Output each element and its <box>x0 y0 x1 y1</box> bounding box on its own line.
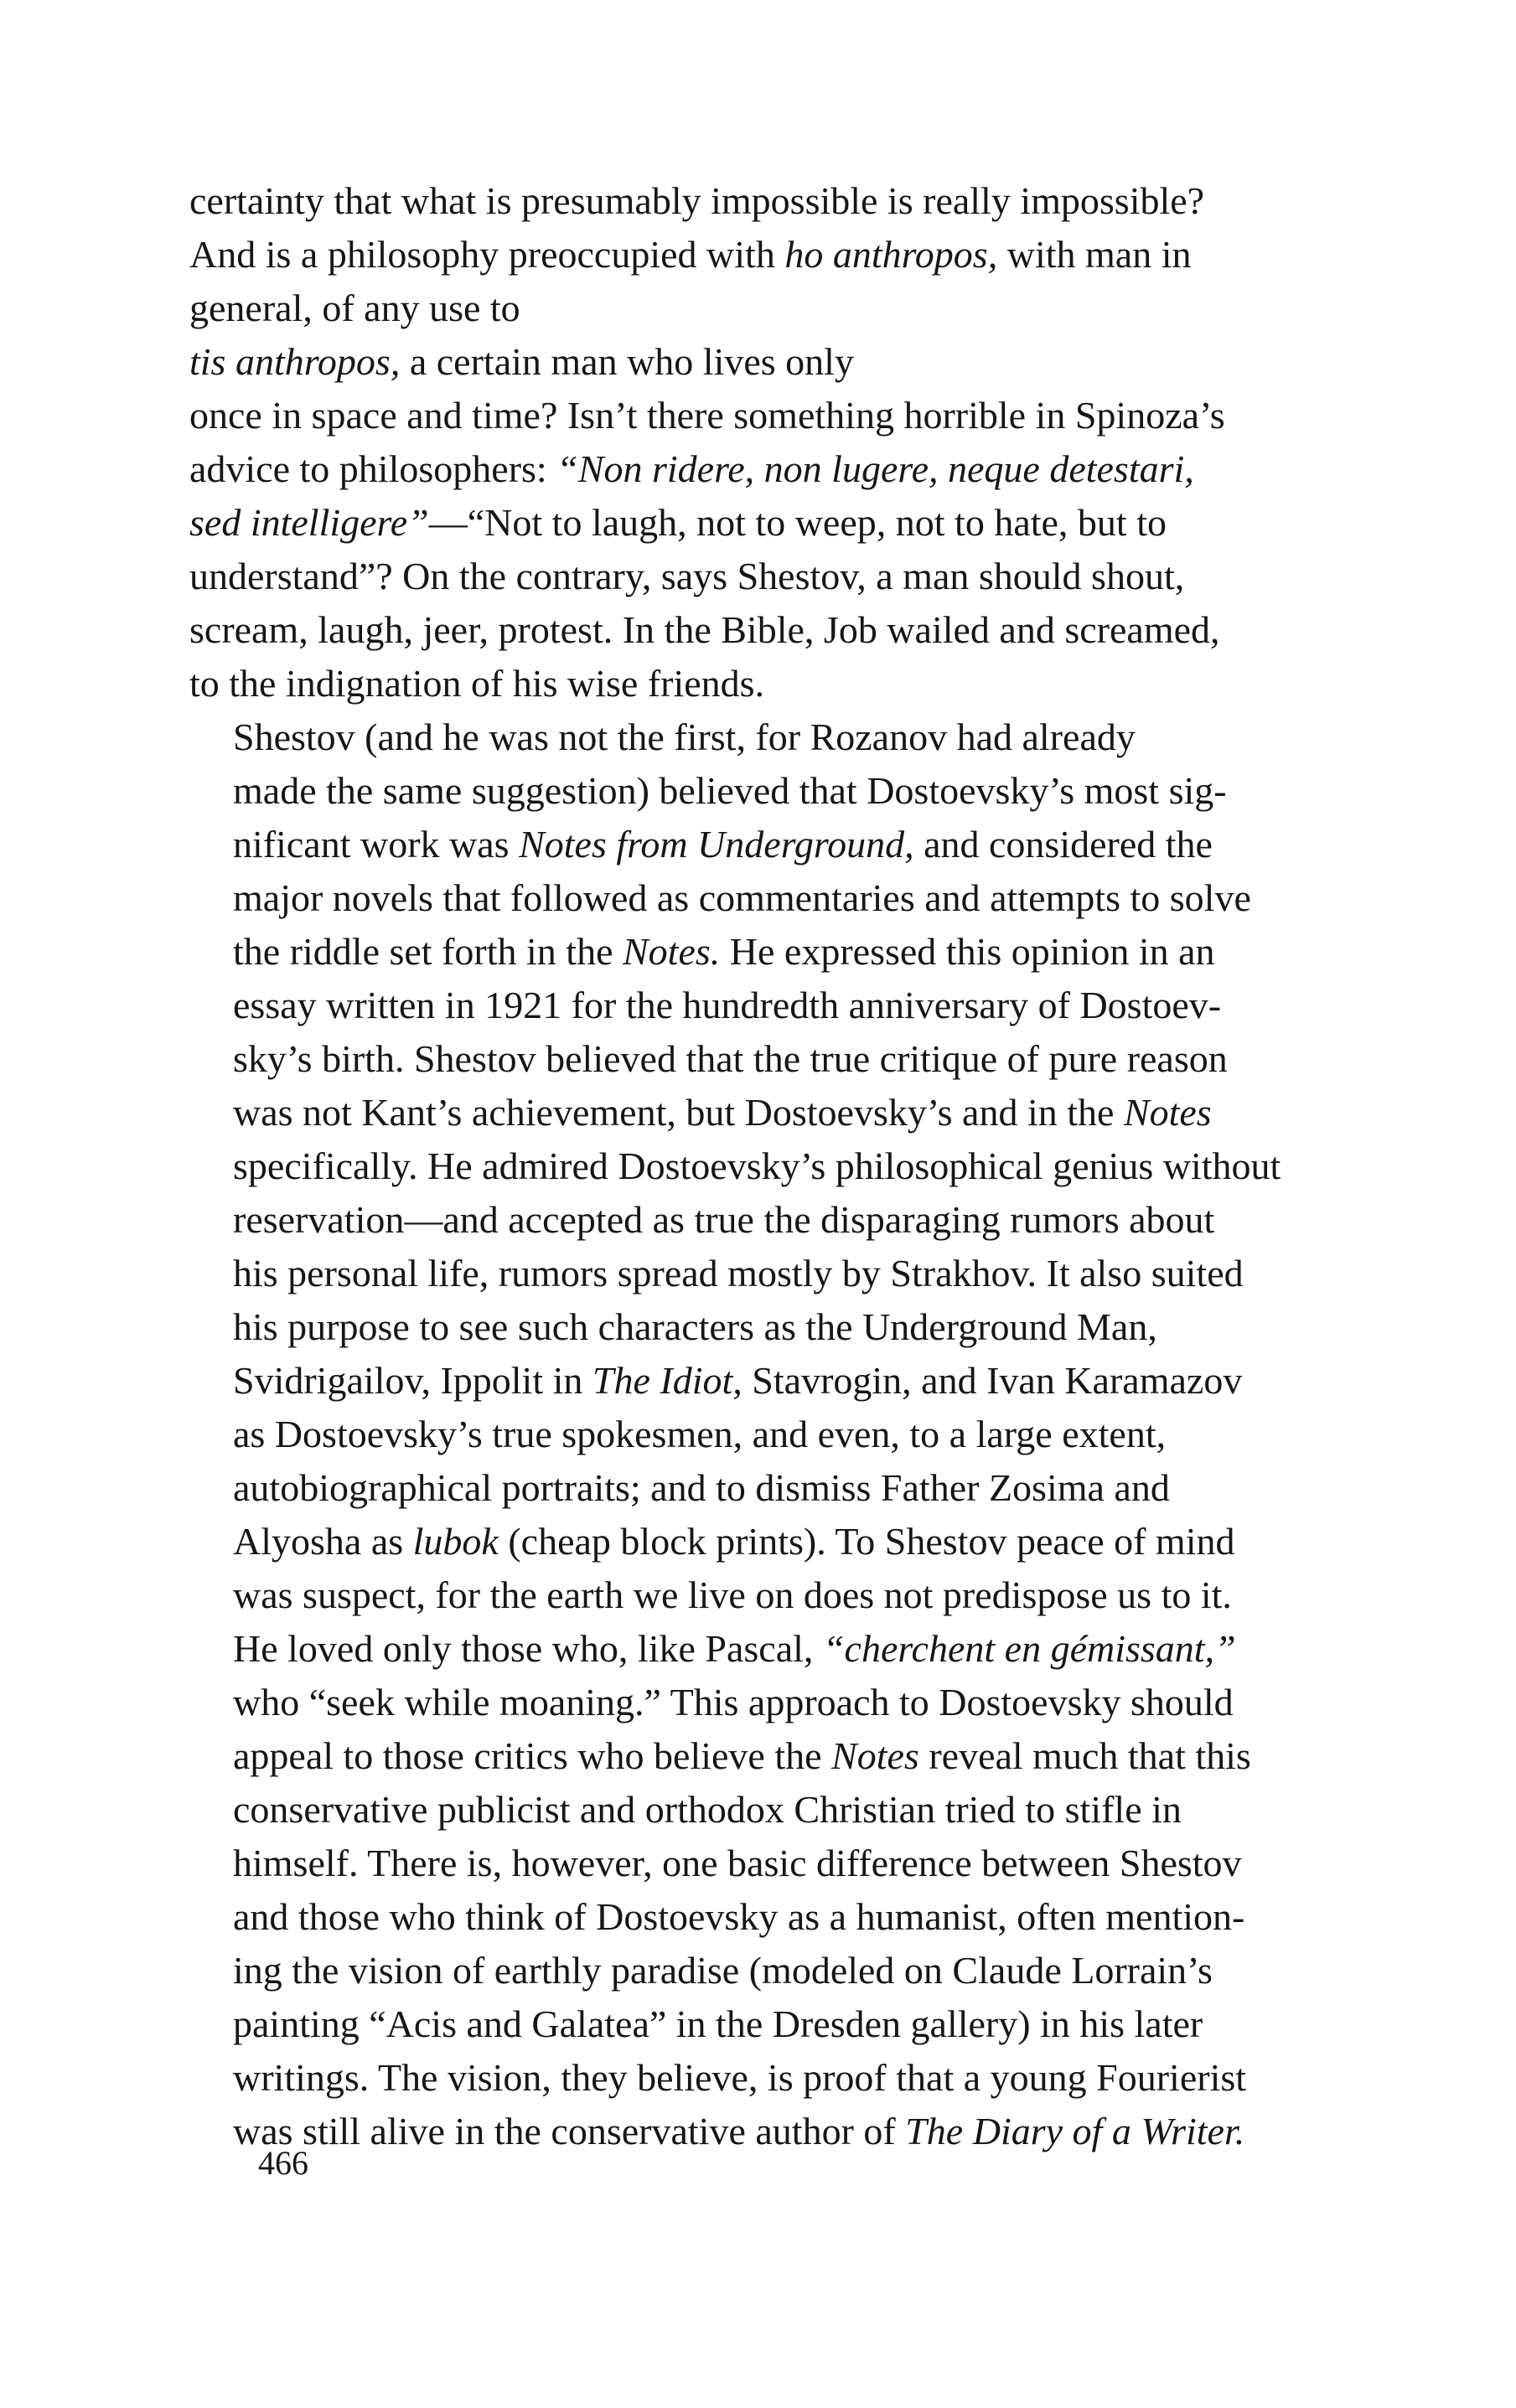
text-line: once in space and time? Isn’t there something horrible in Spinoza’s <box>189 394 1225 437</box>
paragraph-continued <box>189 174 1331 711</box>
text-line: conservative publicist and orthodox Christian tried to stifle in <box>233 1788 1182 1831</box>
text-run: appeal to those critics who believe the <box>233 1734 832 1777</box>
italic-text: Notes from Underground, <box>519 823 914 866</box>
italic-text: Notes <box>1123 1091 1212 1134</box>
text-line: was suspect, for the earth we live on does not predispose us to it. <box>233 1573 1232 1616</box>
italic-text: “cherchent en gémissant,” <box>822 1627 1236 1670</box>
text-line: writings. The vision, they believe, is proof that a young Fourierist <box>233 2056 1247 2099</box>
text-line: specifically. He admired Dostoevsky’s philosophical genius without <box>233 1145 1281 1187</box>
text-run: nificant work was <box>233 823 520 866</box>
text-run: advice to philosophers: <box>189 447 557 490</box>
text-run: And is a philosophy preoccupied with <box>189 233 785 276</box>
text-line <box>189 1515 1331 1568</box>
italic-text: The Diary of a Writer. <box>905 2110 1245 2152</box>
italic-text: tis anthropos, <box>189 340 401 383</box>
text-run: reveal much that this <box>918 1734 1251 1777</box>
text-run: the riddle set forth in the <box>233 930 623 973</box>
text-run: Alyosha as <box>233 1520 413 1563</box>
text-line: essay written in 1921 for the hundredth anniversary of Dostoev- <box>233 984 1222 1026</box>
page-number: 466 <box>258 2144 308 2182</box>
text-line <box>189 496 1331 550</box>
text-line <box>189 1086 1331 1139</box>
text-run: —“Not to laugh, not to weep, not to hate, but to <box>428 501 1167 544</box>
text-line: to the indignation of his wise friends. <box>189 662 765 705</box>
text-line: made the same suggestion) believed that Dostoevsky’s most sig- <box>233 769 1227 812</box>
text-run: was still alive in the conservative author of <box>233 2110 906 2152</box>
text-run: (cheap block prints). To Shestov peace of mind <box>498 1520 1235 1563</box>
text-line <box>189 335 1331 389</box>
text-line: sky’s birth. Shestov believed that the true critique of pure reason <box>233 1037 1228 1080</box>
text-line: scream, laugh, jeer, protest. In the Bible, Job wailed and screamed, <box>189 608 1220 651</box>
text-line: Shestov (and he was not the first, for Rozanov had already <box>233 716 1136 758</box>
text-line: ing the vision of earthly paradise (modeled on Claude Lorrain’s <box>233 1949 1213 1992</box>
text-line: as Dostoevsky’s true spokesmen, and even, to a large extent, <box>233 1413 1167 1455</box>
text-line <box>189 1354 1331 1408</box>
text-line <box>189 925 1331 979</box>
text-line <box>189 818 1331 871</box>
italic-text: ho anthropos, <box>784 233 998 276</box>
text-line <box>189 2105 1331 2158</box>
text-line: general, of any use to <box>189 287 520 329</box>
italic-text: The Idiot, <box>592 1359 742 1402</box>
text-run: Stavrogin, and Ivan Karamazov <box>742 1359 1243 1402</box>
text-line <box>189 1622 1331 1676</box>
text-line: major novels that followed as commentaries and attempts to solve <box>233 876 1251 919</box>
text-line <box>189 228 1331 282</box>
text-run: Svidrigailov, Ippolit in <box>233 1359 592 1402</box>
text-run: was not Kant’s achievement, but Dostoevsky’s and in the <box>233 1091 1124 1134</box>
body-text <box>189 174 1331 2158</box>
paragraph-shestov <box>189 711 1331 2158</box>
text-line: who “seek while moaning.” This approach to Dostoevsky should <box>233 1681 1234 1723</box>
text-line: and those who think of Dostoevsky as a humanist, often mention- <box>233 1895 1245 1938</box>
text-line: reservation—and accepted as true the disparaging rumors about <box>233 1198 1215 1241</box>
italic-text: sed intelligere” <box>189 501 429 544</box>
text-run: with man in <box>997 233 1192 276</box>
text-line: certainty that what is presumably impossible is really impossible? <box>189 179 1205 222</box>
text-run: He loved only those who, like Pascal, <box>233 1627 823 1670</box>
text-line: himself. There is, however, one basic difference between Shestov <box>233 1842 1242 1884</box>
text-run: He expressed this opinion in an <box>720 930 1215 973</box>
text-line <box>189 1729 1331 1783</box>
text-line: his personal life, rumors spread mostly by Strakhov. It also suited <box>233 1252 1244 1294</box>
text-run: and considered the <box>913 823 1213 866</box>
text-line: painting “Acis and Galatea” in the Dresden gallery) in his later <box>233 2002 1203 2045</box>
text-line <box>189 442 1331 496</box>
text-line: understand”? On the contrary, says Shestov, a man should shout, <box>189 555 1185 597</box>
italic-text: lubok <box>412 1520 499 1563</box>
text-line: his purpose to see such characters as the Underground Man, <box>233 1305 1157 1348</box>
italic-text: Notes. <box>623 930 721 973</box>
italic-text: “Non ridere, non lugere, neque detestari, <box>556 447 1194 490</box>
text-line: autobiographical portraits; and to dismiss Father Zosima and <box>233 1466 1170 1509</box>
text-run: a certain man who lives only <box>400 340 854 383</box>
italic-text: Notes <box>831 1734 919 1777</box>
